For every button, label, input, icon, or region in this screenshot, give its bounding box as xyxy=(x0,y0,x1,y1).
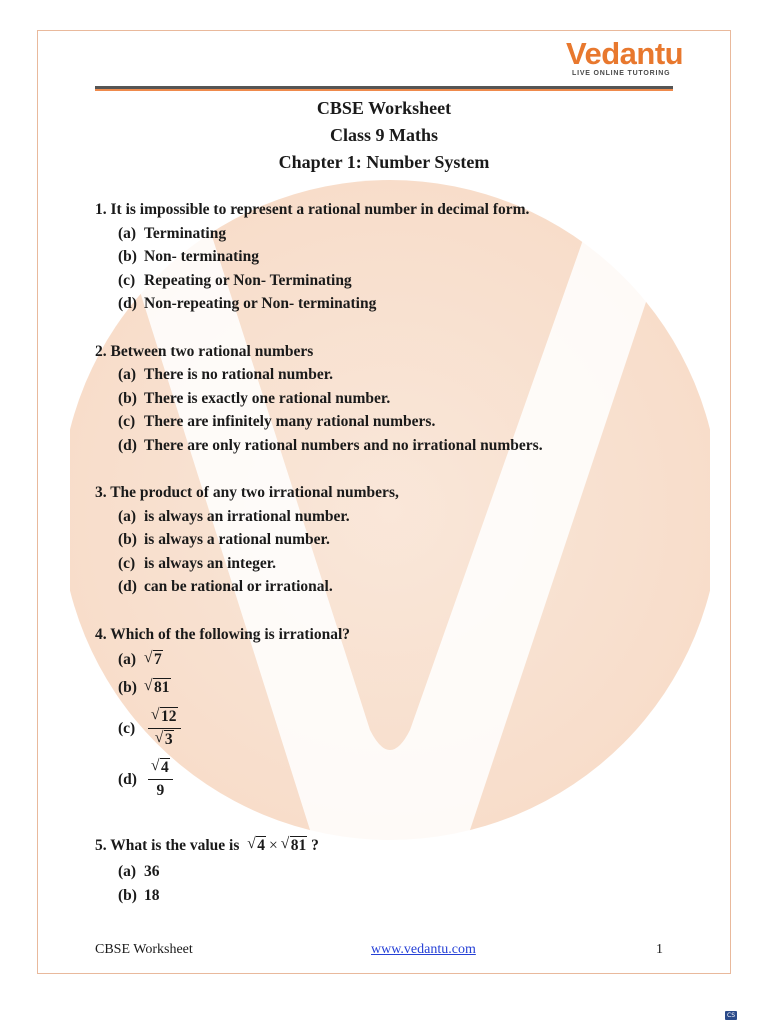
option-label: (b) xyxy=(118,679,137,696)
option-text: 18 xyxy=(144,886,160,904)
option-label: (d) xyxy=(118,436,137,454)
sqrt-expression: √ 81 xyxy=(280,835,307,854)
header-accent-rule xyxy=(95,89,673,91)
option-text: There is no rational number. xyxy=(144,366,334,383)
times-sign: × xyxy=(269,837,278,854)
option-2c xyxy=(95,410,695,434)
option-text: There are only rational numbers and no irrational numbers. xyxy=(144,436,543,454)
option-1b xyxy=(95,245,695,269)
option-text: There is exactly one rational number. xyxy=(144,389,391,407)
option-text: Repeating or Non- Terminating xyxy=(144,271,352,289)
option-text: is always an irrational number. xyxy=(144,507,350,525)
option-label: (c) xyxy=(118,413,136,430)
chapter-title: Chapter 1: Number System xyxy=(278,152,490,172)
option-label: (d) xyxy=(118,578,137,595)
class-title: Class 9 Maths xyxy=(329,125,438,145)
vedantu-logo[interactable] xyxy=(560,36,684,82)
option-1c xyxy=(95,269,695,293)
option-4c xyxy=(95,706,695,751)
option-4b xyxy=(95,674,695,702)
option-label: (a) xyxy=(118,366,137,383)
question-3: 3. The product of any two irrational numbers, xyxy=(95,484,399,501)
logo-tagline: LIVE ONLINE TUTORING xyxy=(572,70,671,77)
denominator: 9 xyxy=(156,782,165,799)
option-label: (c) xyxy=(118,271,136,289)
fraction: √ 4 9 xyxy=(148,757,173,802)
camscanner-badge: CS xyxy=(727,1012,735,1019)
option-label: (a) xyxy=(118,651,137,668)
option-3b xyxy=(95,528,695,552)
option-2b xyxy=(95,387,695,411)
option-4a xyxy=(95,646,695,674)
option-5b xyxy=(95,884,695,908)
option-1d xyxy=(95,292,695,316)
numerator-radicand: 4 xyxy=(161,759,169,776)
option-3d xyxy=(95,575,695,599)
question-4: 4. Which of the following is irrational? xyxy=(95,625,351,643)
sqrt-expression: √ 4 xyxy=(247,835,266,854)
option-4d xyxy=(95,757,695,802)
option-label: (c) xyxy=(118,719,136,737)
option-label: (a) xyxy=(118,224,137,242)
option-2d xyxy=(95,434,695,458)
fraction: √ 12 √ 3 xyxy=(148,706,181,751)
worksheet-content xyxy=(95,198,695,907)
option-text: Non- terminating xyxy=(144,248,259,265)
option-text: 36 xyxy=(144,863,160,880)
radicand: 4 xyxy=(257,837,266,854)
option-label: (b) xyxy=(118,531,137,548)
option-5a xyxy=(95,860,695,884)
option-label: (d) xyxy=(118,770,137,788)
option-text: Terminating xyxy=(144,224,227,242)
page-number: 1 xyxy=(656,942,663,957)
option-text: is always a rational number. xyxy=(144,531,330,548)
option-label: (c) xyxy=(118,554,136,572)
footer-title: CBSE Worksheet xyxy=(95,942,193,957)
sqrt-expression: √ 81 xyxy=(144,677,170,696)
option-label: (b) xyxy=(118,886,137,904)
option-text: is always an integer. xyxy=(144,554,277,572)
option-1a xyxy=(95,222,695,246)
question-1: 1. It is impossible to represent a rational number in decimal form. xyxy=(95,201,530,218)
option-3c xyxy=(95,552,695,576)
denominator-radicand: 3 xyxy=(164,731,173,748)
footer-website-link[interactable]: www.vedantu.com xyxy=(371,942,476,957)
option-text: can be rational or irrational. xyxy=(144,578,333,595)
option-label: (a) xyxy=(118,507,137,525)
question-mark: ? xyxy=(311,837,319,854)
question-5-text: 5. What is the value is xyxy=(95,837,240,854)
option-label: (b) xyxy=(118,248,137,265)
option-text: Non-repeating or Non- terminating xyxy=(144,295,377,312)
option-3a xyxy=(95,505,695,529)
numerator-radicand: 12 xyxy=(161,708,177,725)
radicand: 7 xyxy=(154,651,162,668)
logo-wordmark: Vedantu xyxy=(566,36,684,71)
option-2a xyxy=(95,363,695,387)
worksheet-title: CBSE Worksheet xyxy=(316,98,452,118)
radicand: 81 xyxy=(290,837,307,854)
option-text: There are infinitely many rational numbers. xyxy=(144,413,436,430)
radicand: 81 xyxy=(154,679,170,696)
option-label: (a) xyxy=(118,863,137,880)
option-label: (d) xyxy=(118,295,137,312)
question-5 xyxy=(95,832,695,860)
option-label: (b) xyxy=(118,389,137,407)
question-2: 2. Between two rational numbers xyxy=(95,342,314,360)
sqrt-expression: √ 7 xyxy=(144,649,162,668)
